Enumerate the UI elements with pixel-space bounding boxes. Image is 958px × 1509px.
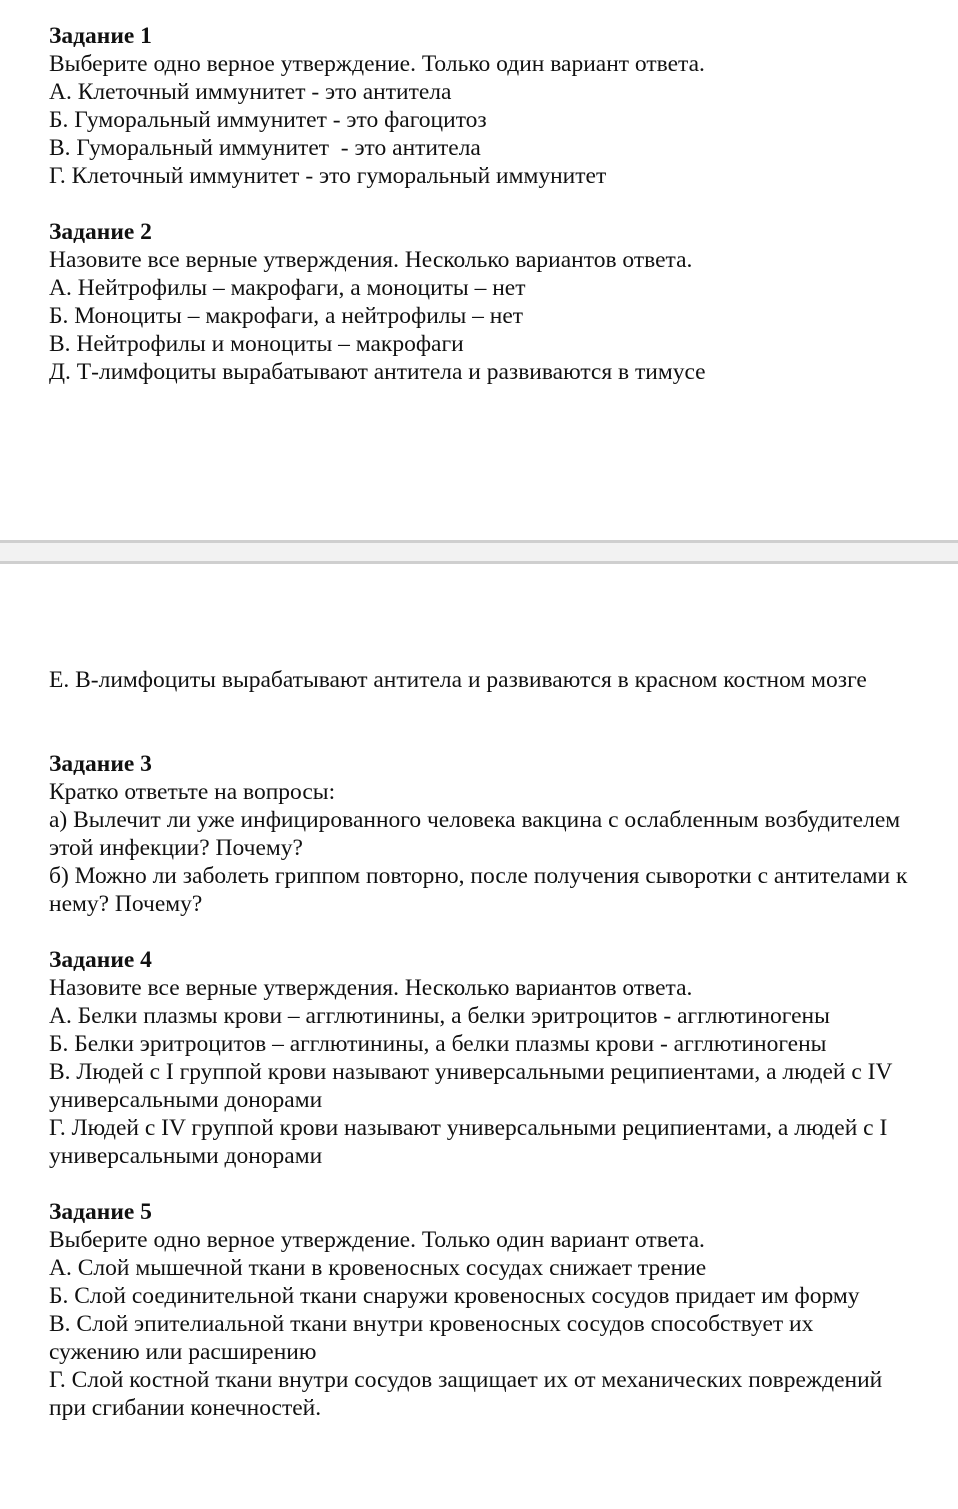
task-5-option-g: Г. Слой костной ткани внутри сосудов защищает их от механических повреждений при сгибании конечностей. — [49, 1367, 889, 1421]
task-4-title: Задание 4 — [49, 947, 152, 973]
task-4-option-v: В. Людей с I группой крови называют универсальными реципиентами, а людей с IV универсальными донорами — [49, 1059, 898, 1113]
task-1-option-b: Б. Гуморальный иммунитет - это фагоцитоз — [49, 107, 487, 133]
task-1-option-v: В. Гуморальный иммунитет - это антитела — [49, 135, 481, 161]
page-2-content — [49, 666, 914, 1450]
spacer — [49, 694, 909, 750]
document-page-2 — [0, 564, 958, 1509]
task-4-instruction: Назовите все верные утверждения. Несколько вариантов ответа. — [49, 975, 693, 1001]
task-3-title: Задание 3 — [49, 751, 152, 777]
task-2-instruction: Назовите все верные утверждения. Несколько вариантов ответа. — [49, 247, 693, 273]
task-5-option-v: В. Слой эпителиальной ткани внутри кровеносных сосудов способствует их сужению или расширению — [49, 1311, 820, 1365]
task-1 — [49, 22, 909, 190]
page-break — [0, 540, 958, 564]
task-2-option-v: В. Нейтрофилы и моноциты – макрофаги — [49, 331, 464, 357]
task-1-option-a: А. Клеточный иммунитет - это антитела — [49, 79, 452, 105]
task-3-question-a: а) Вылечит ли уже инфицированного человека вакцина с ослабленным возбудителем этой инфекции? Почему? — [49, 807, 906, 861]
task-3-instruction: Кратко ответьте на вопросы: — [49, 779, 336, 805]
task-1-option-g: Г. Клеточный иммунитет - это гуморальный иммунитет — [49, 163, 607, 189]
task-5-title: Задание 5 — [49, 1199, 152, 1225]
task-1-title: Задание 1 — [49, 23, 152, 49]
page-1-content — [49, 22, 909, 414]
task-4-option-b: Б. Белки эритроцитов – агглютинины, а белки плазмы крови - агглютиногены — [49, 1031, 827, 1057]
task-4-option-g: Г. Людей с IV группой крови называют универсальными реципиентами, а людей с I универсальными донорами — [49, 1115, 894, 1169]
task-3-question-b: б) Можно ли заболеть гриппом повторно, после получения сыворотки с антителами к нему? Почему? — [49, 863, 914, 917]
document-page-1 — [0, 0, 958, 540]
task-2-option-a: А. Нейтрофилы – макрофаги, а моноциты – нет — [49, 275, 526, 301]
task-2-title: Задание 2 — [49, 219, 152, 245]
task-2-option-d: Д. Т-лимфоциты вырабатывают антитела и развиваются в тимусе — [49, 359, 706, 385]
task-1-instruction: Выберите одно верное утверждение. Только один вариант ответа. — [49, 51, 705, 77]
task-5-instruction: Выберите одно верное утверждение. Только один вариант ответа. — [49, 1227, 705, 1253]
task-5 — [49, 1198, 909, 1422]
task-2-option-b: Б. Моноциты – макрофаги, а нейтрофилы – нет — [49, 303, 524, 329]
task-5-option-a: А. Слой мышечной ткани в кровеносных сосудах снижает трение — [49, 1255, 707, 1281]
task-4-option-a: А. Белки плазмы крови – агглютинины, а белки эритроцитов - агглютиногены — [49, 1003, 830, 1029]
task-2-option-e: Е. В-лимфоциты вырабатывают антитела и развиваются в красном костном мозге — [49, 667, 867, 693]
task-2 — [49, 218, 909, 386]
task-4 — [49, 946, 909, 1170]
task-2-continued — [49, 666, 909, 694]
task-3 — [49, 750, 914, 918]
task-5-option-b: Б. Слой соединительной ткани снаружи кровеносных сосудов придает им форму — [49, 1283, 860, 1309]
